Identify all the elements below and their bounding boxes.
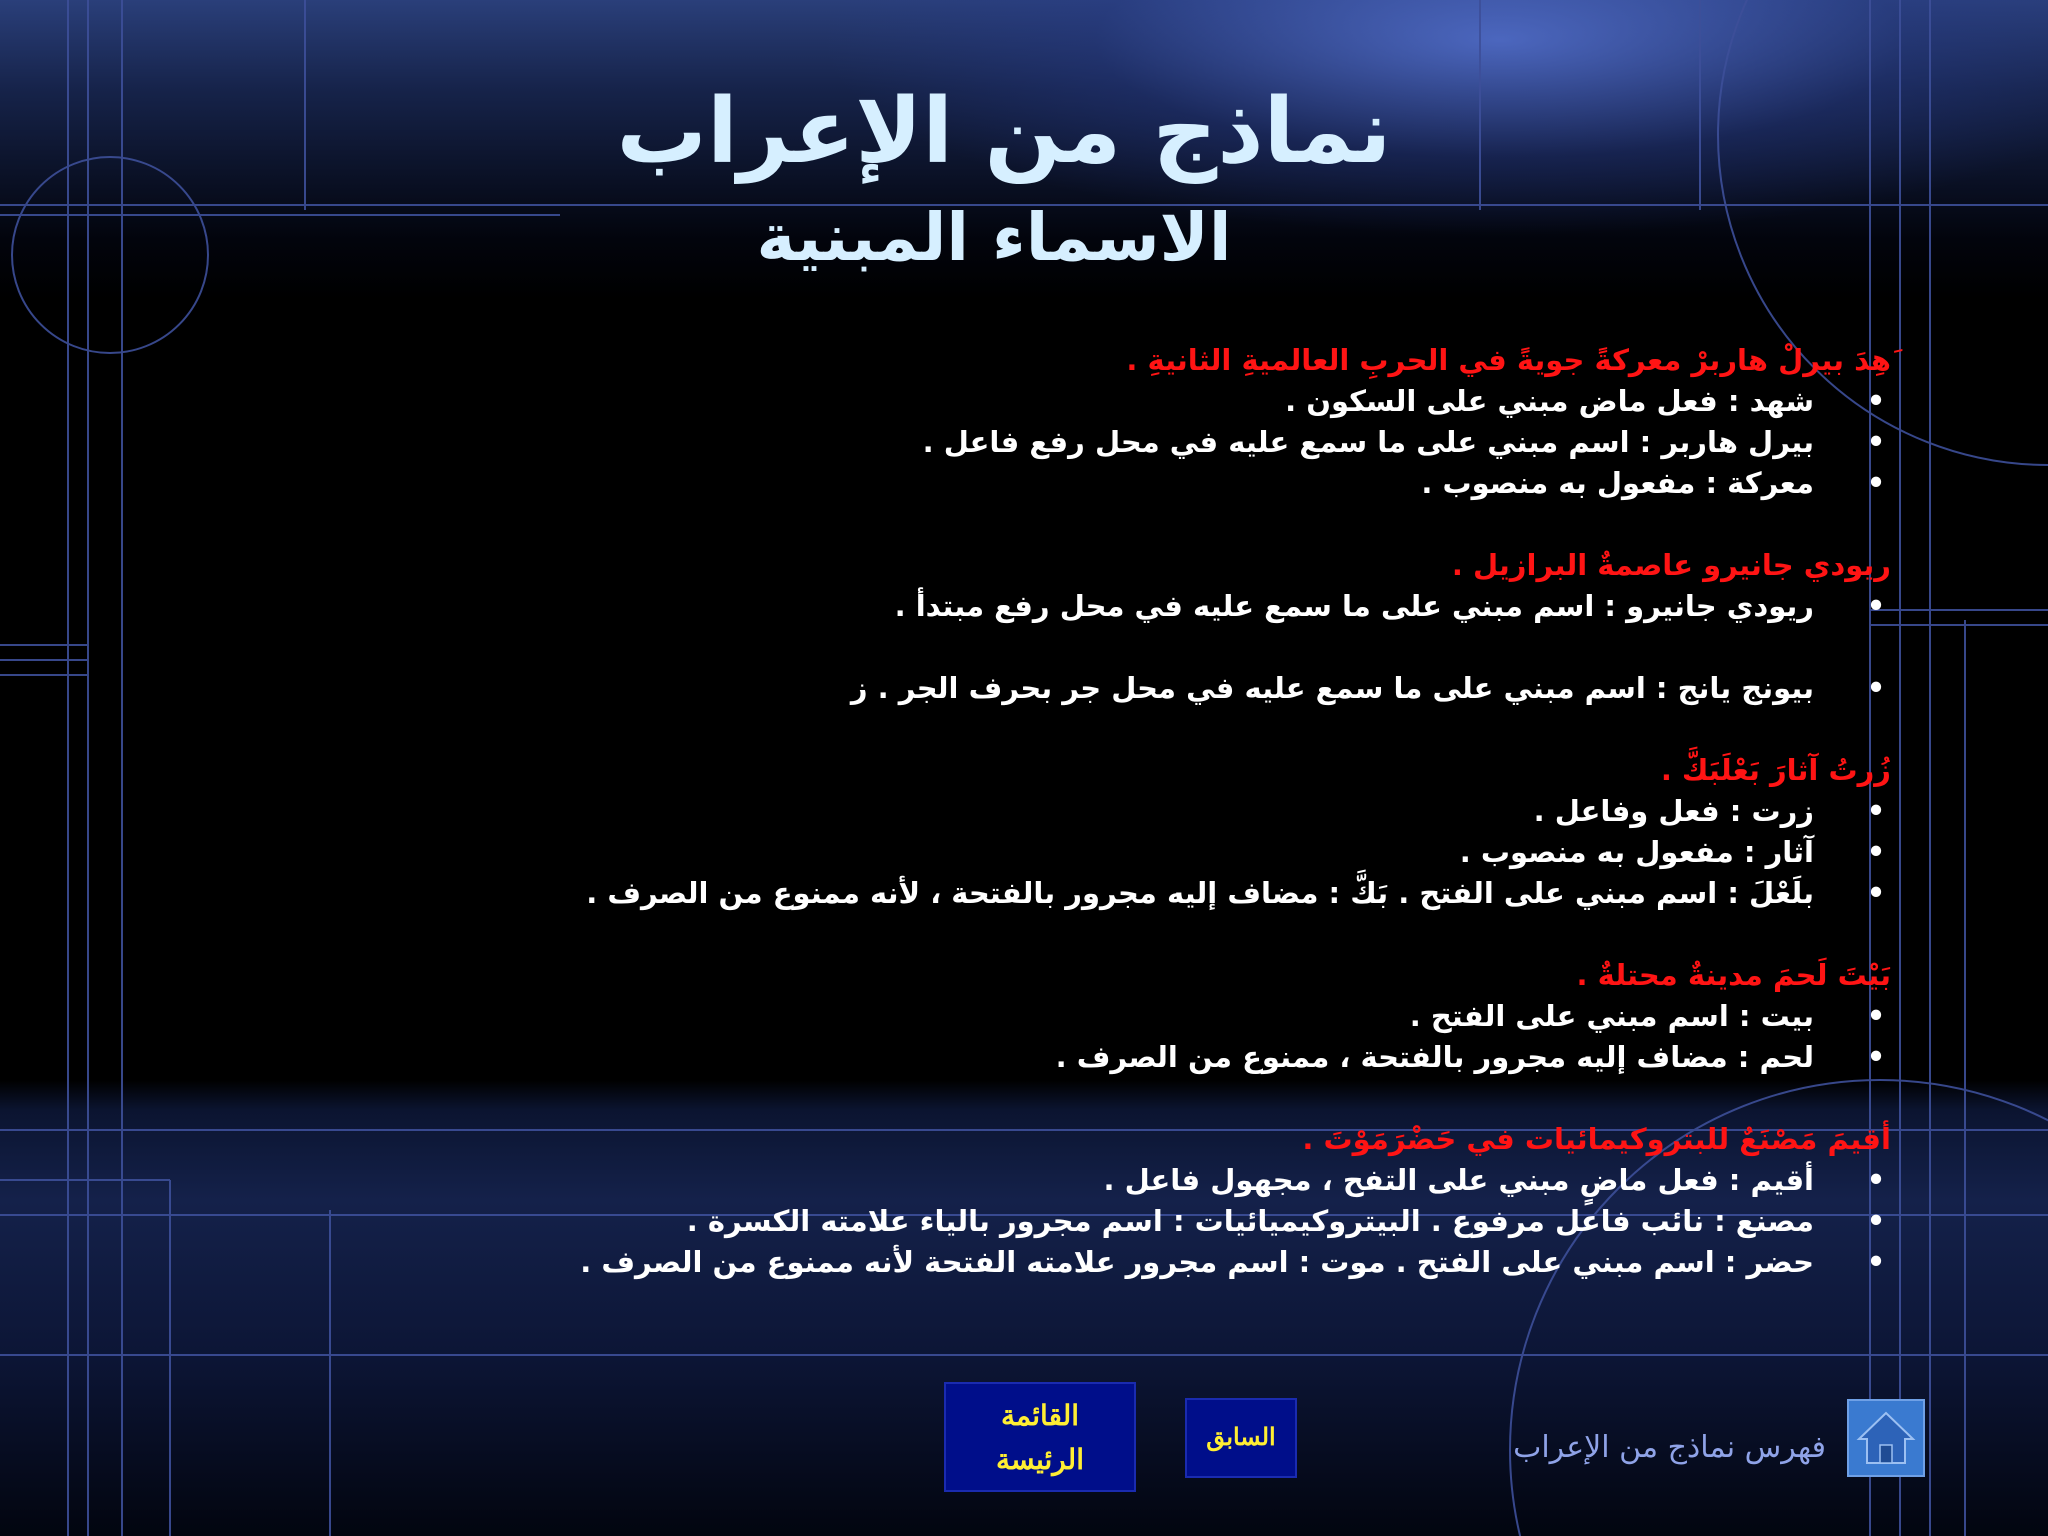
example-sentence: ريودي جانيرو عاصمةٌ البرازيل .	[1451, 548, 1891, 582]
parsing-item	[391, 422, 1891, 463]
parsing-item	[391, 832, 1891, 873]
bullet-icon: •	[1866, 1245, 1886, 1279]
parsing-text: آثار : مفعول به منصوب .	[1459, 835, 1814, 869]
parsing-text: بيونج يانج : اسم مبني على ما سمع عليه في محل جر بحرف الجر . ز	[850, 671, 1814, 705]
examples-index-link[interactable]: فهرس نماذج من الإعراب	[1513, 1430, 1826, 1465]
parsing-text: بلَعْلَ : اسم مبني على الفتح . بَكَّ : مضاف إليه مجرور بالفتحة ، لأنه ممنوع من الصرف .	[586, 876, 1814, 910]
bullet-icon: •	[1866, 1040, 1886, 1074]
example-sentence: أقيمَ مَصْنَعٌ للبتروكيمائيات في حَضْرَمَوْتَ .	[1302, 1122, 1891, 1156]
slide-subtitle: الاسماء المبنية	[756, 199, 1232, 276]
bullet-icon: •	[1866, 671, 1886, 705]
parsing-item	[391, 1160, 1891, 1201]
bullet-icon: •	[1866, 876, 1886, 910]
parsing-text: حضر : اسم مبني على الفتح . موت : اسم مجرور علامته الفتحة لأنه ممنوع من الصرف .	[580, 1245, 1814, 1279]
parsing-text: ريودي جانيرو : اسم مبني على ما سمع عليه في محل رفع مبتدأ .	[894, 589, 1814, 623]
parsing-text: زرت : فعل وفاعل .	[1533, 794, 1814, 828]
parsing-item	[391, 1201, 1891, 1242]
example-sentence: َهِدَ بيرلْ هاربرْ معركةً جويةً في الحربِ العالميةِ الثانيةِ .	[1126, 343, 1891, 377]
parsing-text: لحم : مضاف إليه مجرور بالفتحة ، ممنوع من الصرف .	[1055, 1040, 1814, 1074]
bullet-icon: •	[1866, 794, 1886, 828]
parsing-item	[391, 381, 1891, 422]
parsing-item	[391, 873, 1891, 914]
bullet-icon: •	[1866, 1163, 1886, 1197]
parsing-item	[391, 586, 1891, 627]
parsing-text: معركة : مفعول به منصوب .	[1421, 466, 1814, 500]
parsing-text: شهد : فعل ماض مبني على السكون .	[1285, 384, 1814, 418]
parsing-text: بيت : اسم مبني على الفتح .	[1409, 999, 1814, 1033]
parsing-item	[391, 463, 1891, 504]
parsing-text: مصنع : نائب فاعل مرفوع . البيتروكيميائيات : اسم مجرور بالياء علامته الكسرة .	[686, 1204, 1814, 1238]
parsing-text: بيرل هاربر : اسم مبني على ما سمع عليه في محل رفع فاعل .	[922, 425, 1814, 459]
parsing-text: أقيم : فعل ماضٍ مبني على التفح ، مجهول فاعل .	[1103, 1163, 1814, 1197]
main-menu-button[interactable]	[944, 1382, 1136, 1492]
slide-title: نماذج من الإعراب	[616, 79, 1392, 184]
bullet-icon: •	[1866, 835, 1886, 869]
bullet-icon: •	[1866, 1204, 1886, 1238]
bullet-icon: •	[1866, 466, 1886, 500]
bullet-icon: •	[1866, 425, 1886, 459]
main-menu-label-line1: القائمة	[1001, 1400, 1079, 1431]
main-menu-label-line2: الرئيسة	[996, 1444, 1084, 1475]
parsing-item	[391, 996, 1891, 1037]
parsing-item	[391, 791, 1891, 832]
examples-content	[391, 340, 1891, 1283]
example-sentence: زُرتُ آثارَ بَعْلَبَكَّ .	[1660, 753, 1891, 787]
bullet-icon: •	[1866, 589, 1886, 623]
bullet-icon: •	[1866, 999, 1886, 1033]
parsing-item	[391, 1037, 1891, 1078]
previous-button[interactable]: السابق	[1185, 1398, 1297, 1478]
bullet-icon: •	[1866, 384, 1886, 418]
parsing-item	[391, 668, 1891, 709]
home-button[interactable]	[1847, 1399, 1925, 1477]
home-icon	[1855, 1407, 1917, 1469]
example-sentence: بَيْتَ لَحمَ مدينةٌ محتلةٌ .	[1576, 958, 1891, 992]
parsing-item	[391, 1242, 1891, 1283]
